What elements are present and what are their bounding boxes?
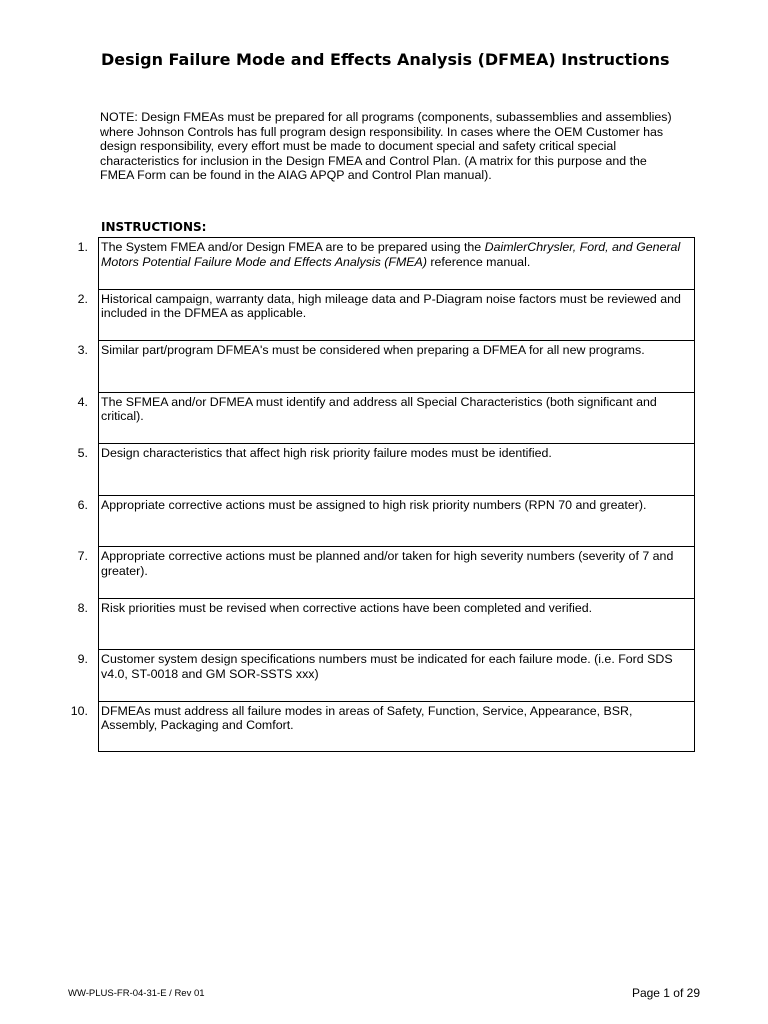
note-line: design responsibility, every effort must be made to document special and safety critical special (100, 139, 617, 153)
instruction-row (0, 237, 768, 289)
instruction-line: Risk priorities must be revised when corrective actions have been completed and verified. (101, 600, 593, 615)
instruction-row (0, 340, 768, 392)
instruction-number: 6. (77, 497, 88, 512)
instruction-cell (98, 546, 695, 598)
instruction-line: Appropriate corrective actions must be assigned to high risk priority numbers (RPN 70 and greater). (101, 497, 647, 512)
instruction-cell (98, 392, 695, 444)
instruction-row (0, 701, 768, 753)
instruction-line: Design characteristics that affect high risk priority failure modes must be identified. (101, 446, 552, 460)
note-line: NOTE: Design FMEAs must be prepared for all programs (components, subassemblies and assemblies) (100, 110, 672, 124)
instruction-line: v4.0, ST-0018 and GM SOR-SSTS xxx) (101, 666, 319, 681)
instruction-line: DFMEAs must address all failure modes in areas of Safety, Function, Service, Appearance, BSR, (101, 703, 633, 718)
instruction-line: included in the DFMEA as applicable. (101, 306, 307, 320)
instruction-line: greater). (101, 563, 148, 578)
instruction-cell (98, 701, 695, 753)
instruction-number: 10. (70, 703, 88, 718)
instruction-row (0, 289, 768, 341)
page-number: Page 1 of 29 (631, 986, 700, 1000)
instruction-number: 4. (77, 394, 88, 409)
page-title: Design Failure Mode and Effects Analysis (DFMEA) Instructions (101, 50, 670, 69)
instruction-line: Customer system design specifications numbers must be indicated for each failure mode. (i.e. Ford SDS (101, 652, 673, 666)
instructions-table (0, 237, 768, 752)
instruction-number: 5. (77, 446, 88, 460)
instruction-line: Appropriate corrective actions must be planned and/or taken for high severity numbers (severity of 7 and (101, 549, 674, 563)
note-line: characteristics for inclusion in the Design FMEA and Control Plan. (A matrix for this purpose and the (100, 153, 647, 168)
instruction-line: Assembly, Packaging and Comfort. (101, 718, 294, 732)
instruction-number: 1. (77, 240, 88, 254)
instruction-cell (98, 495, 695, 547)
instruction-row (0, 392, 768, 444)
instructions-heading: INSTRUCTIONS: (101, 220, 207, 234)
note-line: FMEA Form can be found in the AIAG APQP and Control Plan manual). (100, 168, 492, 182)
instruction-line: critical). (101, 409, 144, 423)
instruction-cell (98, 340, 695, 392)
instruction-cell (98, 649, 695, 701)
instruction-line: The SFMEA and/or DFMEA must identify and address all Special Characteristics (both significant and (101, 394, 657, 409)
instruction-line (101, 240, 692, 255)
instruction-line (101, 255, 692, 270)
instruction-number: 2. (77, 291, 88, 306)
instruction-number: 3. (77, 343, 88, 357)
instruction-cell (98, 443, 695, 495)
instruction-text: reference manual. (426, 254, 531, 269)
form-id: WW-PLUS-FR-04-31-E / Rev 01 (68, 988, 205, 999)
instruction-cell (98, 289, 695, 341)
note-paragraph (100, 110, 700, 183)
manual-title-text: DaimlerChrysler, Ford, and General (484, 240, 681, 254)
instruction-row (0, 546, 768, 598)
instruction-text: The System FMEA and/or Design FMEA are to be prepared using the (101, 240, 485, 254)
note-line: where Johnson Controls has full program design responsibility. In cases where the OEM Customer has (100, 124, 664, 139)
instruction-number: 8. (77, 600, 88, 615)
instruction-row (0, 495, 768, 547)
manual-title-text: Motors Potential Failure Mode and Effects Analysis (FMEA) (101, 254, 427, 269)
instruction-row (0, 649, 768, 701)
instruction-row (0, 443, 768, 495)
instruction-row (0, 598, 768, 650)
instruction-number: 7. (77, 549, 88, 563)
instruction-cell (98, 237, 695, 289)
instruction-number: 9. (77, 652, 88, 666)
instruction-line: Similar part/program DFMEA's must be considered when preparing a DFMEA for all new programs. (101, 343, 645, 357)
instruction-cell (98, 598, 695, 650)
instruction-line: Historical campaign, warranty data, high mileage data and P-Diagram noise factors must be reviewed and (101, 291, 681, 306)
